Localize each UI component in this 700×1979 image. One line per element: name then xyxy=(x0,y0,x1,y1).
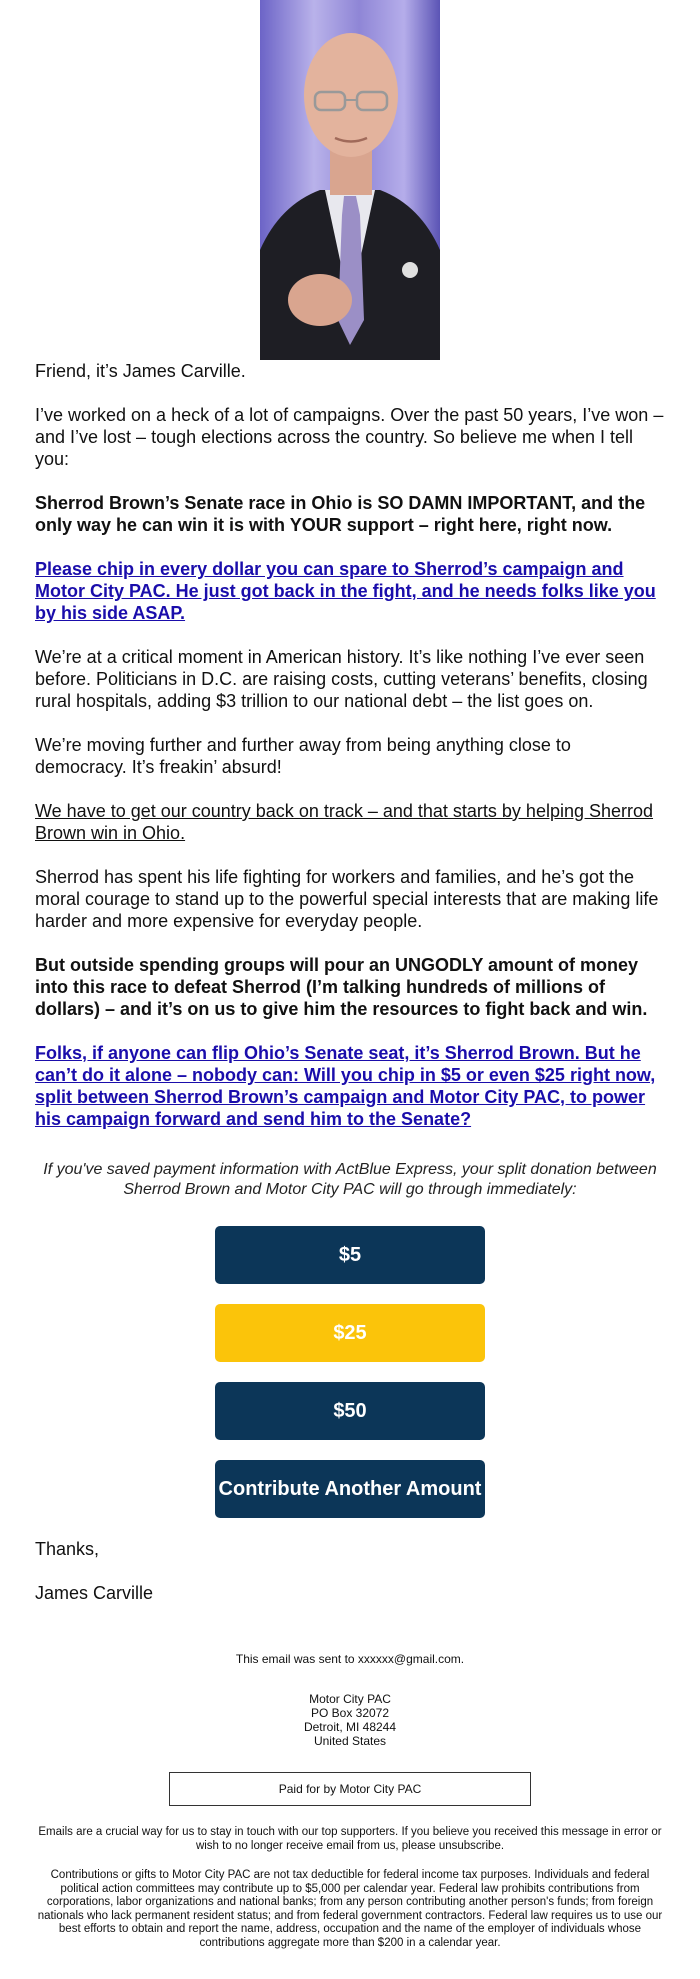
signature-name: James Carville xyxy=(35,1583,154,1603)
actblue-note: If you've saved payment information with ActBlue Express, your split donation between Sherrod Brown and Motor City PAC will go through immediately: xyxy=(43,1161,657,1198)
header-photo xyxy=(260,0,440,360)
address-line: United States xyxy=(313,1734,387,1748)
paragraph-democracy: We’re moving further and further away from being anything close to democracy. It’s freakin’ absurd! xyxy=(35,735,571,777)
mailing-address xyxy=(0,1692,700,1748)
thanks-text: Thanks, xyxy=(35,1539,100,1559)
paragraph-spending: But outside spending groups will pour an UNGODLY amount of money into this race to defeat Sherrod (I’m talking hundreds of millions of dollars) – and it’s on us to give him the resources to fight back and win. xyxy=(35,955,648,1019)
donate-5-button[interactable]: $5 xyxy=(215,1226,485,1284)
donate-25-button[interactable]: $25 xyxy=(215,1304,485,1362)
donate-other-button[interactable]: Contribute Another Amount xyxy=(215,1460,485,1518)
donate-50-button[interactable]: $50 xyxy=(215,1382,485,1440)
unsubscribe-notice: Emails are a crucial way for us to stay in touch with our top supporters. If you believe you received this message in error or wish to no longer receive email from us, please unsubscribe. xyxy=(38,1826,662,1852)
paid-for-disclaimer: Paid for by Motor City PAC xyxy=(169,1772,531,1806)
legal-disclaimer: Contributions or gifts to Motor City PAC are not tax deductible for federal income tax purposes. Individuals and federal political action committees may contribute up to $5,000 per calendar year. Federal law prohibits contributions from corporations, labor organizations and national banks; from any person contributing another person's funds; from foreign nationals who lack permanent resident status; and from federal government contractors. Federal law requires us to use our best efforts to obtain and report the name, address, occupation and the name of the employer of individuals whose contributions aggregate more than $200 in a calendar year. xyxy=(37,1869,663,1949)
paragraph-sherrod: Sherrod has spent his life fighting for workers and families, and he’s got the moral courage to stand up to the powerful special interests that are making life harder and more expensive for everyday people. xyxy=(35,867,659,931)
address-line: Detroit, MI 48244 xyxy=(303,1720,397,1734)
sent-to-text: This email was sent to xxxxxx@gmail.com. xyxy=(235,1652,465,1666)
donate-link-secondary[interactable]: Folks, if anyone can flip Ohio’s Senate seat, it’s Sherrod Brown. But he can’t do it alone – nobody can: Will you chip in $5 or even $25 right now, split between Sherrod Brown’s campaign and Motor City PAC, to power his campaign forward and send him to the Senate? xyxy=(35,1043,656,1129)
paragraph-emphasis: Sherrod Brown’s Senate race in Ohio is SO DAMN IMPORTANT, and the only way he can win it is with YOUR support – right here, right now. xyxy=(35,493,646,535)
greeting: Friend, it’s James Carville. xyxy=(35,361,246,381)
address-line: PO Box 32072 xyxy=(310,1706,390,1720)
paragraph-track: We have to get our country back on track – and that starts by helping Sherrod Brown win in Ohio. xyxy=(35,801,654,843)
paragraph-history: We’re at a critical moment in American history. It’s like nothing I’ve ever seen before. Politicians in D.C. are raising costs, cutting veterans’ benefits, closing rural hospitals, adding $3 trillion to our national debt – the list goes on. xyxy=(35,647,648,711)
address-line: Motor City PAC xyxy=(309,1692,391,1706)
donate-link-primary[interactable]: Please chip in every dollar you can spare to Sherrod’s campaign and Motor City PAC. He just got back in the fight, and he needs folks like you by his side ASAP. xyxy=(35,559,656,623)
paragraph-intro: I’ve worked on a heck of a lot of campaigns. Over the past 50 years, I’ve won – and I’ve lost – tough elections across the country. So believe me when I tell you: xyxy=(35,405,664,469)
